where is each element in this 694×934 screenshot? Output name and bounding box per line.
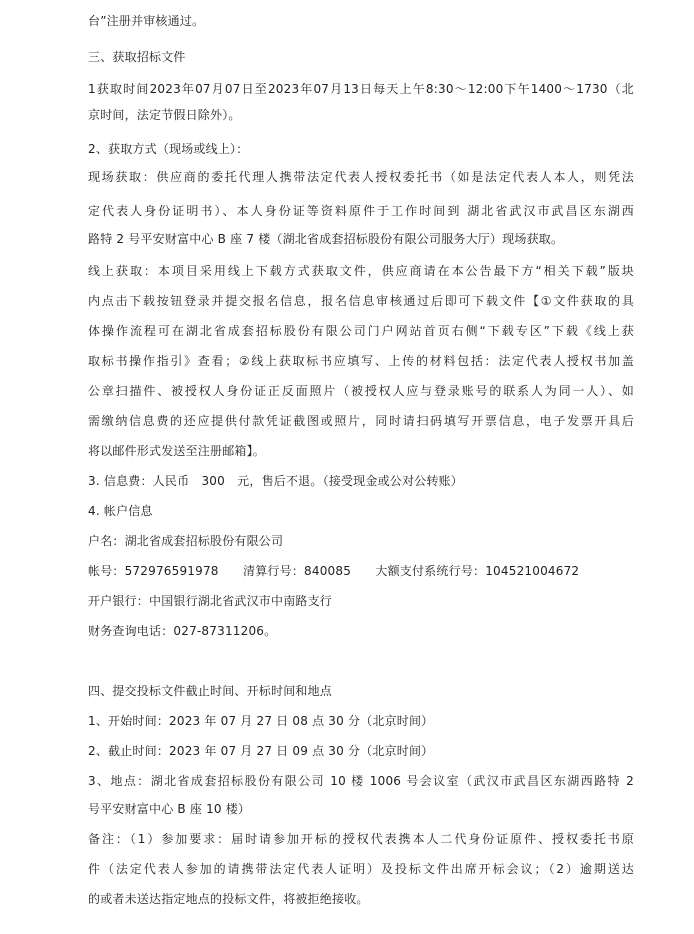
bank-name: 开户银行：中国银行湖北省武汉市中南路支行 bbox=[88, 594, 333, 608]
remark-line: 的或者未送达指定地点的投标文件，将被拒绝接收。 bbox=[88, 892, 369, 906]
text-line: 内点击下载按钮登录并提交报名信息，报名信息审核通过后即可下载文件【①文件获取的具 bbox=[88, 294, 634, 308]
account-name: 户名：湖北省成套招标股份有限公司 bbox=[88, 534, 284, 548]
account-numbers: 帐号：572976591978 清算行号：840085 大额支付系统行号：104521004672 bbox=[88, 564, 580, 578]
section-heading: 四、提交投标文件截止时间、开标时间和地点 bbox=[88, 684, 333, 698]
section-heading: 三、获取招标文件 bbox=[88, 50, 186, 64]
text-line: 现场获取：供应商的委托代理人携带法定代表人授权委托书（如是法定代表人本人，则凭法 bbox=[88, 170, 634, 184]
finance-phone: 财务查询电话：027-87311206。 bbox=[88, 624, 277, 638]
text-line: 4. 帐户信息 bbox=[88, 504, 153, 518]
text-line: 公章扫描件、被授权人身份证正反面照片（被授权人应与登录账号的联系人为同一人）、如 bbox=[88, 384, 634, 398]
remark-line: 备注：（1）参加要求：届时请参加开标的授权代表携本人二代身份证原件、授权委托书原 bbox=[88, 832, 634, 846]
remark-line: 件（法定代表人参加的请携带法定代表人证明）及投标文件出席开标会议；（2）逾期送达 bbox=[88, 862, 634, 876]
text-line: 号平安财富中心 B 座 10 楼） bbox=[88, 802, 251, 816]
text-line: 台”注册并审核通过。 bbox=[88, 14, 205, 28]
text-line: 线上获取：本项目采用线上下载方式获取文件，供应商请在本公告最下方“相关下载”版块 bbox=[88, 264, 634, 278]
start-time: 1、开始时间：2023 年 07 月 27 日 08 点 30 分（北京时间） bbox=[88, 714, 434, 728]
text-line: 需缴纳信息费的还应提供付款凭证截图或照片，同时请扫码填写开票信息，电子发票开具后 bbox=[88, 414, 634, 428]
text-line: 2、获取方式（现场或线上）： bbox=[88, 142, 249, 156]
deadline-time: 2、截止时间：2023 年 07 月 27 日 09 点 30 分（北京时间） bbox=[88, 744, 434, 758]
text-line: 取标书操作指引》查看；②线上获取标书应填写、上传的材料包括：法定代表人授权书加盖 bbox=[88, 354, 634, 368]
text-line: 定代表人身份证明书）、本人身份证等资料原件于工作时间到 湖北省武汉市武昌区东湖西 bbox=[88, 204, 634, 218]
text-line: 路特 2 号平安财富中心 B 座 7 楼（湖北省成套招标股份有限公司服务大厅）现场获取。 bbox=[88, 232, 564, 246]
text-line: 将以邮件形式发送至注册邮箱】。 bbox=[88, 444, 266, 458]
text-line: 京时间，法定节假日除外）。 bbox=[88, 108, 241, 122]
text-line: 1获取时间2023年07月07日至2023年07月13日每天上午8:30～12:00下午1400～1730（北 bbox=[88, 82, 634, 96]
text-line: 体操作流程可在湖北省成套招标股份有限公司门户网站首页右侧“下载专区”下载《线上获 bbox=[88, 324, 634, 338]
location: 3、地点：湖北省成套招标股份有限公司 10 楼 1006 号会议室（武汉市武昌区东湖西路特 2 bbox=[88, 774, 634, 788]
text-line: 3. 信息费：人民币 300 元，售后不退。（接受现金或公对公转账） bbox=[88, 474, 463, 488]
